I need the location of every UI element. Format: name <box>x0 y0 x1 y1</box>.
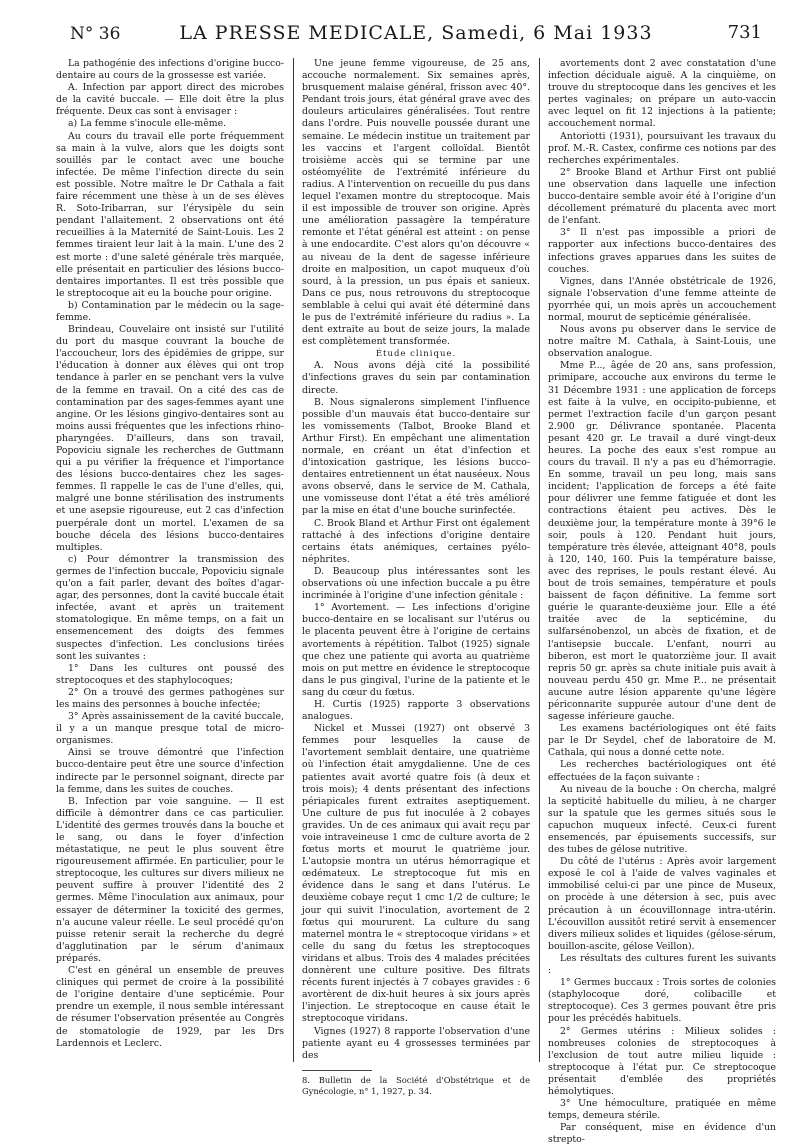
journal-title: LA PRESSE MEDICALE, Samedi, 6 Mai 1933 <box>179 22 653 44</box>
paragraph: Vignes (1927) 8 rapporte l'observation d'une patiente ayant eu 4 grossesses terminées par des <box>302 1025 530 1061</box>
paragraph: Nickel et Mussei (1927) ont observé 3 femmes pour lesquelles la cause de l'avortement semblait dentaire, une quatrième où l'infection était amygdalienne. Une de ces patientes avait avorté quatre fois (à deux et trois mois); 4 dents présentant des infections périapicales furent extraites aseptiquement. Une culture de pus fut inoculée à 2 cobayes gravides. Un de ces animaux qui avait reçu par voie intraveineuse 1 cmc de culture avorta de 2 fœtus morts et mourut le quatrième jour. L'autopsie montra un utérus hémorragique et œdémateux. Le streptocoque fut mis en évidence dans le sang et dans l'utérus. Le deuxième cobaye reçut 1 cmc 1/2 de culture; le jour qui suivit l'inoculation, avortement de 2 fœtus qui moururent. La culture du sang maternel montra le « streptocoque viridans » et celle du sang du fœtus les streptocoques viridans et albus. Trois des 4 malades précitées donnèrent une culture positive. Des filtrats récents furent injectés à 7 cobayes gravides : 6 avortèrent de dix-huit heures à six jours après l'injection. Le streptocoque en cause était le streptocoque viridans. <box>302 723 530 1025</box>
paragraph: Au niveau de la bouche : On chercha, malgré la septicité habituelle du milieu, à ne charger sur la spatule que les germes situés sous le capuchon muqueux infecté. Ceux-ci furent ensemencés, par épuisements successifs, sur des tubes de gélose nutritive. <box>548 783 776 856</box>
paragraph: C'est en général un ensemble de preuves cliniques qui permet de croire à la possibilité de l'origine dentaire d'une septicémie. Pour prendre un exemple, il nous semble intéressant de résumer l'observation présentée au Congrès de stomatologie de 1929, par les Drs Lardennois et Leclerc. <box>56 965 284 1049</box>
page-number: 731 <box>727 22 762 43</box>
paragraph: a) La femme s'inocule elle-même. <box>68 118 227 130</box>
paragraph: 2° Germes utérins : Milieux solides : nombreuses colonies de streptocoques à l'exclusion de tout autre milieu liquide : streptocoque à l'état pur. Ce streptocoque présentait d'emblée des propriétés hémolytiques. <box>548 1025 776 1097</box>
paragraph: B. Nous signalerons simplement l'influence possible d'un mauvais état bucco-dentaire sur les vomissements (Talbot, Brooke Bland et Arthur First). En empêchant une alimentation normale, en créant un état d'infection et d'intoxication gastrique, les lésions bucco-dentaires entretiennent un état nauséeux. Nous avons observé, dans le service de M. Cathala, une vomisseuse dont l'état a été très amélioré par la mise en état d'une bouche surinfectée. <box>302 396 530 517</box>
paragraph: Les résultats des cultures furent les suivants : <box>548 952 776 977</box>
paragraph: D. Beaucoup plus intéressantes sont les observations où une infection buccale a pu être incriminée à l'origine d'une infection génitale : <box>302 565 530 602</box>
paragraph: B. Infection par voie sanguine. — Il est difficile à démontrer dans ce cas particulier. L'identité des germes trouvés dans la bouche et le sang, ou dans le foyer d'infection métastatique, ne peut le plus souvent être rigoureusement affirmée. En particulier, pour le streptocoque, les cultures sur divers milieux ne peuvent suffire à prouver l'identité des 2 germes. Même l'inoculation aux animaux, pour essayer de déterminer la toxicité des germes, n'a aucune valeur réelle. Le seul procédé qu'on puisse retenir serait la recherche du degré d'agglutination par le sérum d'animaux préparés. <box>56 795 284 964</box>
paragraph: 3° Il n'est pas impossible a priori de rapporter aux infections bucco-dentaires des infections graves apparues dans les suites de couches. <box>548 227 776 275</box>
paragraph: Par conséquent, mise en évidence d'un strepto- <box>548 1122 776 1146</box>
footnote-rule <box>302 1070 372 1071</box>
paragraph: 2° On a trouvé des germes pathogènes sur les mains des personnes à bouche infectée; <box>56 686 284 710</box>
paragraph: 3° Une hémoculture, pratiquée en même temps, demeura stérile. <box>548 1098 776 1122</box>
paragraph: Les recherches bactériologiques ont été effectuées de la façon suivante : <box>548 759 776 783</box>
column-2 <box>302 58 530 1096</box>
column-divider <box>539 58 540 1062</box>
paragraph: La pathogénie des infections d'origine bucco-dentaire au cours de la grossesse est variée. <box>56 58 284 82</box>
paragraph: Nous avons pu observer dans le service de notre maître M. Cathala, à Saint-Louis, une observation analogue. <box>548 324 776 360</box>
paragraph: 2° Brooke Bland et Arthur First ont publié une observation dans laquelle une infection bucco-dentaire semble avoir été à l'origine d'un décollement prématuré du placenta avec mort de l'enfant. <box>548 166 776 227</box>
article-body <box>56 58 776 1146</box>
paragraph: Du côté de l'utérus : Après avoir largement exposé le col à l'aide de valves vaginales et immobilisé celui-ci par une pince de Museux, on procède à une détersion à sec, puis avec précaution à un écouvillonnage intra-utérin. L'écouvillon aussitôt retiré servit à ensemencer divers milieux solides et liquides (gélose-sérum, bouillon-ascite, gélose Veillon). <box>548 856 776 952</box>
paragraph: 3° Après assainissement de la cavité buccale, il y a un manque presque total de micro-organismes. <box>56 711 284 747</box>
paragraph: 1° Avortement. — Les infections d'origine bucco-dentaire en se localisant sur l'utérus ou le placenta peuvent être à l'origine de certains avortements à répétition. Talbot (1925) signale que chez une patiente qui avorta au quatrième mois on put mettre en évidence le streptocoque dans le pus gingival, l'urine de la patiente et le sang du cœur du fœtus. <box>302 602 530 698</box>
paragraph: avortements dont 2 avec constatation d'une infection déciduale aiguë. A la cinquième, on trouve du streptocoque dans les gencives et les pertes vaginales; on prépare un auto-vaccin avec lequel on fit 12 injections à la patiente; accouchement normal. <box>548 58 776 130</box>
issue-number: N° 36 <box>70 24 121 44</box>
column-3 <box>548 58 776 1146</box>
paragraph: A. Infection par apport direct des microbes de la cavité buccale. — Elle doit être la plus fréquente. Deux cas sont à envisager : <box>56 82 284 118</box>
paragraph: Ainsi se trouve démontré que l'infection bucco-dentaire peut être une source d'infection indirecte par le personnel soignant, directe par la femme, dans les suites de couches. <box>56 747 284 795</box>
paragraph: C. Brook Bland et Arthur First ont également rattaché à des infections d'origine dentaire certains états anémiques, certaines pyélo-néphrites. <box>302 517 530 565</box>
paragraph: 1° Germes buccaux : Trois sortes de colonies (staphylocoque doré, colibacille et streptocoque). Ces 3 germes pouvant être pris pour les précédés habituels. <box>548 977 776 1025</box>
paragraph: Les examens bactériologiques ont été faits par le Dr Seydel, chef de laboratoire de M. Cathala, qui nous a donné cette note. <box>548 723 776 759</box>
paragraph: Vignes, dans l'Année obstétricale de 1926, signale l'observation d'une femme atteinte de pyorrhée qui, un mois après un accouchement normal, mourut de septicémie généralisée. <box>548 275 776 323</box>
paragraph: H. Curtis (1925) rapporte 3 observations analogues. <box>302 698 530 723</box>
paragraph: Mme P..., âgée de 20 ans, sans profession, primipare, accouche aux environs du terme le 31 Décembre 1931 : une application de forceps est faite à la vulve, en occipito-pubienne, et permet l'extraction facile d'un garçon pesant 2.900 gr. Délivrance spontanée. Placenta pesant 420 gr. Le travail a duré vingt-deux heures. La poche des eaux s'est rompue au cours du travail. Il n'y a pas eu d'hémorragie. En somme, travail un peu long, mais sans incident; l'application de forceps a été faite pour délivrer une femme fatiguée et dont les contractions étaient peu actives. Dès le deuxième jour, la température monte à 39°6 le soir, pouls à 120. Pendant huit jours, température très élevée, atteignant 40°8, pouls à 120, 140, 160. Puis la température baisse, avec des reprises, le pouls restant élevé. Au bout de trois semaines, température et pouls baissent de façon définitive. La femme sort guérie le quarante-deuxième jour. Elle a été traitée avec de la septicémine, du sulfarsénobenzol, un abcès de fixation, et de l'antisepsie buccale. L'enfant, nourri au biberon, est mort le quatorzième jour. Il avait repris 50 gr. après sa chute initiale puis avait à nouveau perdu 450 gr. Mme P... ne présentait aucune autre lésion apparente qu'une légère périconnarite suppurée autour d'une dent de sagesse inférieure gauche. <box>548 360 776 723</box>
section-title: Étude clinique. <box>375 349 457 360</box>
paragraph: c) Pour démontrer la transmission des germes de l'infection buccale, Popoviciu signale qu'on a fait parler, devant des boîtes d'agar-agar, des personnes, dont la cavité buccale était infectée, avant et après un traitement stomatologique. En même temps, on a fait un ensemencement des doigts des femmes suspectes d'infection. Les conclusions tirées sont les suivantes : <box>56 553 284 662</box>
column-divider <box>293 58 294 1062</box>
footnote: 8. Bulletin de la Société d'Obstétrique et de Gynécologie, n° 1, 1927, p. 34. <box>302 1074 530 1096</box>
paragraph: Au cours du travail elle porte fréquemment sa main à la vulve, alors que les doigts sont souillés par le contact avec une bouche infectée. De même l'infection directe du sein est possible. Notre maître le Dr Cathala a fait faire récemment une thèse à un de ses élèves R. Soto-Iribarran, sur l'érysipèle du sein pendant l'allaitement. 2 observations ont été recueillies à la Maternité de Saint-Louis. Les 2 femmes tiraient leur lait à la main. L'une des 2 est morte : d'une saleté générale très marquée, elle présentait en particulier des lésions bucco-dentaires importantes. Il est très possible que le streptocoque ait eu la bouche pour origine. <box>56 130 284 299</box>
paragraph: Brindeau, Couvelaire ont insisté sur l'utilité du port du masque couvrant la bouche de l'accoucheur, lors des épidémies de grippe, sur l'éducation à donner aux élèves qui ont trop tendance à parler en se penchant vers la vulve de la femme en travail. On a cité des cas de contamination par des sages-femmes ayant une angine. Or les lésions gingivo-dentaires sont au moins aussi fréquentes que les infections rhino-pharyngées. D'ailleurs, dans son travail, Popoviciu signale les recherches de Guttmann qui a pu vérifier la fréquence et l'importance des lésions bucco-dentaires chez les sages-femmes. Il rappelle le cas de l'une d'elles, qui, malgré une bonne stérilisation des instruments et une asepsie rigoureuse, eut 2 cas d'infection puerpérale dont un mortel. L'examen de sa bouche décela des lésions bucco-dentaires multiples. <box>56 324 284 553</box>
paragraph: Antoriotti (1931), poursuivant les travaux du prof. M.-R. Castex, confirme ces notions par des recherches expérimentales. <box>548 130 776 166</box>
paragraph: Une jeune femme vigoureuse, de 25 ans, accouche normalement. Six semaines après, brusquement malaise général, frisson avec 40°. Pendant trois jours, état général grave avec des douleurs articulaires généralisées. Tout rentre dans l'ordre. Puis nouvelle poussée durant une semaine. Le médecin institue un traitement par les vaccins et l'argent colloïdal. Bientôt troisième accès qui se termine par une ostéomyélite de l'extrémité inférieure du radius. A l'intervention on recueille du pus dans lequel l'examen montre du streptocoque. Mais il est impossible de trouver son origine. Après une amélioration passagère la température remonte et l'état général est atteint : on pense à une endocardite. C'est alors qu'on découvre « au niveau de la dent de sagesse inférieure droite en malposition, un capot muqueux d'où sourd, à la pression, un pus épais et sanieux. Dans ce pus, nous retrouvons du streptocoque semblable à celui qui avait été déterminé dans le pus de l'extrémité inférieure du radius ». La dent extraite au bout de seize jours, la malade est complètement transformée. <box>302 58 530 348</box>
page-header <box>70 22 762 48</box>
column-1 <box>56 58 284 1068</box>
paragraph: b) Contamination par le médecin ou la sage-femme. <box>56 299 284 323</box>
paragraph: 1° Dans les cultures ont poussé des streptocoques et des staphylocoques; <box>56 662 284 686</box>
paragraph: A. Nous avons déjà cité la possibilité d'infections graves du sein par contamination directe. <box>302 360 530 396</box>
